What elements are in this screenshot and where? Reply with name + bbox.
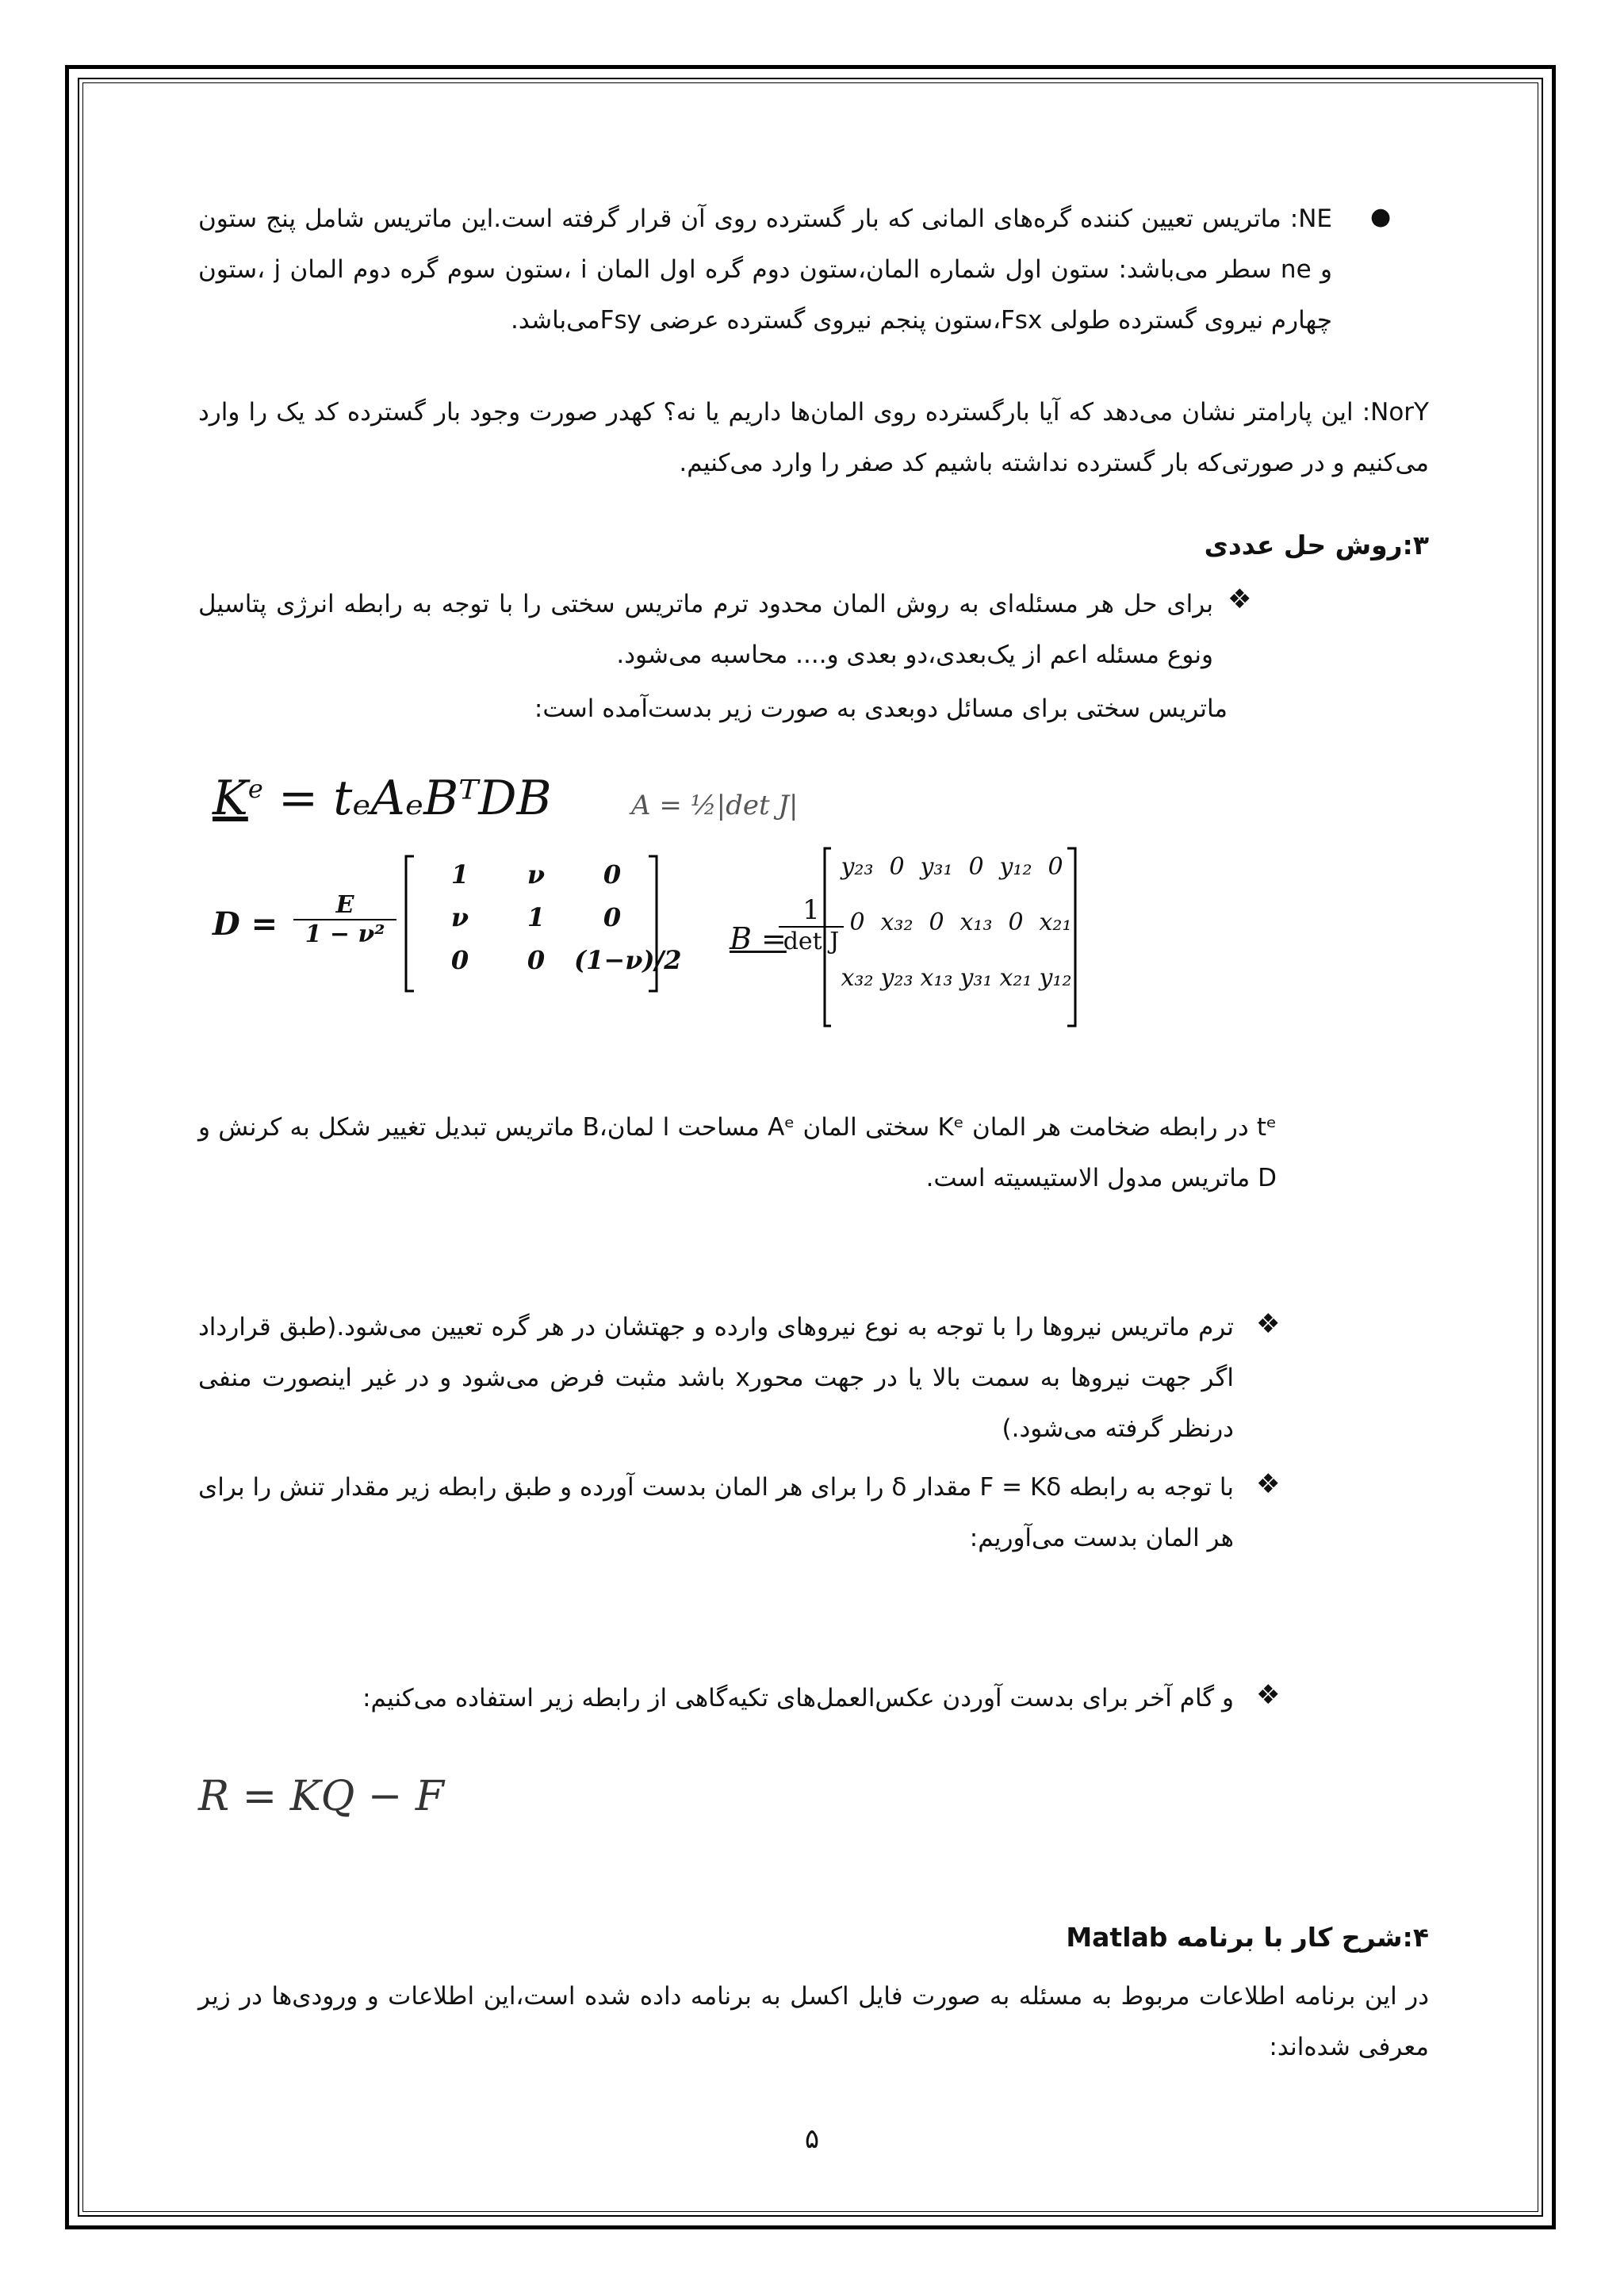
bullet-dot-icon: ● <box>1370 203 1392 231</box>
d-matrix-cell: 0 <box>450 945 469 975</box>
b-matrix-cell: x₁₃ <box>959 909 993 936</box>
definitions-paragraph: tᵉ در رابطه ضخامت هر المان Kᵉ سختی المان Aᵉ مساحت ا لمان،B ماتریس تبدیل تغییر شکل به کرنش و D ماتریس مدول الاستیسیته است. <box>198 1113 1277 1192</box>
b-matrix-cell: 0 <box>929 909 944 936</box>
d-lhs: D = <box>213 905 278 943</box>
nory-paragraph: NorY: این پارامتر نشان می‌دهد که آیا بارگسترده روی المان‌ها داریم یا نه؟ کهدر صورت وجود بار گسترده کد یک را وارد می‌کنیم و در صورتی‌که بار گسترده نداشته باشیم کد صفر را وارد می‌کنیم. <box>198 398 1429 477</box>
d-matrix-cell: 0 <box>603 859 622 890</box>
b-matrix-cell: 0 <box>1008 909 1024 936</box>
stiffness-formula: $K^e$ = tₑAₑBᵀDB <box>213 771 552 826</box>
diamond-bullet-icon: ❖ <box>1256 1679 1281 1711</box>
b-matrix-cell: x₂₁ <box>1039 909 1072 936</box>
d-matrix-formula <box>213 853 682 994</box>
stiffness-2d-line: ماتریس سختی برای مسائل دوبعدی به صورت زیر بدست‌آمده است: <box>534 695 1228 723</box>
d-matrix-cell: 0 <box>527 945 546 975</box>
b-matrix-cell: x₃₂ <box>841 964 874 992</box>
section-4-heading: ۴:شرح کار با برنامه Matlab <box>1066 1922 1429 1953</box>
d-matrix-cell: ν <box>450 902 469 932</box>
b-matrix-cell: x₂₁ <box>999 964 1032 992</box>
b-matrix-cell: 0 <box>849 909 865 936</box>
d-matrix-cells <box>422 859 682 994</box>
section-3-heading: ۳:روش حل عددی <box>1204 530 1429 561</box>
b-matrix-cell: y₂₃ <box>880 964 914 992</box>
b-matrix-cell: x₃₂ <box>880 909 914 936</box>
diamond-bullet-icon: ❖ <box>1256 1468 1281 1500</box>
d-coef-num: E <box>335 891 354 919</box>
d-coef-den: 1 − ν² <box>293 919 396 948</box>
b-matrix-cell: y₂₃ <box>841 853 874 881</box>
diamond-bullet-icon: ❖ <box>1256 1308 1281 1340</box>
k-symbol: K <box>213 771 248 826</box>
stress-paragraph: با توجه به رابطه F = Kδ مقدار δ را برای هر المان بدست آورده و طبق رابطه زیر مقدار تنش را برای هر المان بدست می‌آوریم: <box>198 1473 1234 1552</box>
b-matrix-cell: y₁₂ <box>999 853 1032 881</box>
b-coef-den: det J <box>779 926 844 955</box>
k-rhs: = tₑAₑBᵀDB <box>278 771 552 826</box>
b-coef-num: 1 <box>802 894 820 926</box>
b-matrix-formula <box>730 845 1142 1027</box>
b-matrix-cells <box>837 853 1075 1027</box>
b-matrix-cell: 0 <box>1048 853 1063 881</box>
ne-paragraph: NE: ماتریس تعیین کننده گره‌های المانی که بار گسترده روی آن قرار گرفته است.این ماتریس شامل پنج ستون و ne سطر می‌باشد: ستون اول شماره المان،ستون دوم گره اول المان i ،ستون سوم گره دوم المان j ،ستون چهارم نیروی گسترده طولی Fsx،ستون پنجم نیروی گسترده عرضی Fsyمی‌باشد. <box>198 205 1333 335</box>
d-matrix-cell: 1 <box>450 859 469 890</box>
area-formula: A = ½|det J| <box>631 790 799 821</box>
reaction-formula: R = KQ − F <box>198 1773 444 1820</box>
b-matrix-cell: 0 <box>968 853 984 881</box>
reaction-paragraph: و گام آخر برای بدست آوردن عکس‌العمل‌های تکیه‌گاهی از رابطه زیر استفاده می‌کنیم: <box>362 1684 1234 1712</box>
d-matrix-cell: 0 <box>603 902 622 932</box>
force-paragraph: ترم ماتریس نیروها را با توجه به نوع نیروهای وارده و جهتشان در هر گره تعیین می‌شود.(طبق قرارداد اگر جهت نیروها به سمت بالا یا در جهت محورx باشد مثبت فرض می‌شود و در غیر اینصورت منفی درنظر گرفته می‌شود.) <box>198 1313 1234 1443</box>
page-number: ۵ <box>804 2123 820 2155</box>
diamond-bullet-icon: ❖ <box>1228 584 1252 615</box>
section-4-paragraph: در این برنامه اطلاعات مربوط به مسئله به صورت فایل اکسل به برنامه داده شده است،این اطلاعات و ورودی‌ها در زیر معرفی شده‌اند: <box>198 1982 1429 2061</box>
b-matrix-cell: y₁₂ <box>1039 964 1072 992</box>
b-matrix-cell: x₁₃ <box>920 964 953 992</box>
d-matrix-cell: ν <box>527 859 546 890</box>
stiffness-paragraph: برای حل هر مسئله‌ای به روش المان محدود ترم ماتریس سختی را با توجه به رابطه انرژی پتاسیل ونوع مسئله اعم از یک‌بعدی،دو بعدی و.... محاسبه می‌شود. <box>198 590 1213 669</box>
d-matrix-cell: 1 <box>527 902 546 932</box>
d-matrix-cell: (1−ν)/2 <box>574 945 682 975</box>
b-matrix-cell: y₃₁ <box>959 964 993 992</box>
b-matrix-cell: 0 <box>889 853 905 881</box>
b-matrix-cell: y₃₁ <box>920 853 953 881</box>
b-lhs: B = <box>730 921 787 956</box>
